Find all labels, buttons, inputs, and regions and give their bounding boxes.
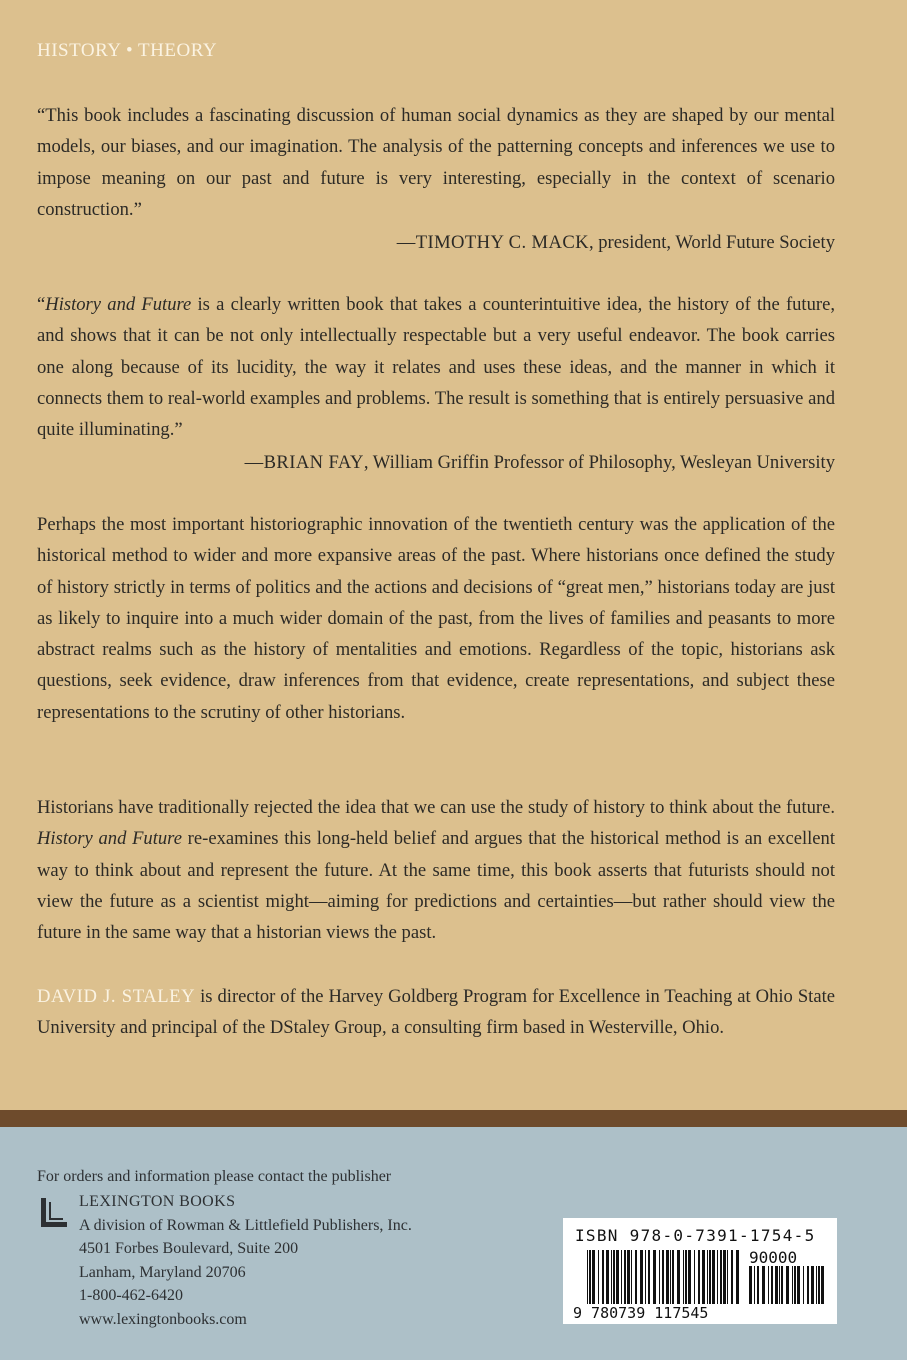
barcode-bar: [653, 1250, 656, 1304]
category-label: HISTORY • THEORY: [37, 40, 218, 61]
description-paragraph-1: Perhaps the most important historiographic innovation of the twentieth century was the application of the historical method to wider and more expansive areas of the past. Where historians once defined the study of history strictly in terms of politics and the actions and decisions of “great men,” historians today are just as likely to inquire into a much wider domain of the past, from the lives of families and peasants to more abstract realms such as the history of mentalities and emotions. Regardless of the topic, historians ask questions, seek evidence, draw inferences from that evidence, create representations, and subject these representations to the scrutiny of other historians.: [37, 514, 835, 723]
barcode-bar: [631, 1250, 632, 1304]
quote-1-role: , president, World Future Society: [588, 232, 835, 253]
barcode-bar: [794, 1266, 796, 1304]
barcode-bar: [677, 1250, 680, 1304]
barcode-bar: [672, 1250, 674, 1304]
divider-stripe: [0, 1110, 907, 1127]
publisher-address-block: [79, 1190, 412, 1331]
publisher-name: LEXINGTON BOOKS: [79, 1193, 236, 1210]
barcode-bar: [624, 1250, 626, 1304]
barcode-bar: [688, 1250, 691, 1304]
description-p2-end: re-examines this long-held belief and argues that the historical method is an excellent way to think about and represent the future. At the same time, this book asserts that futurists should not view the future as a scientist might—aiming for predictions and certainties—but rather should view the future in the same way that a historian views the past.: [37, 828, 835, 944]
barcode-bar: [754, 1266, 755, 1304]
isbn-label: ISBN 978-0-7391-1754-5: [575, 1226, 816, 1245]
barcode-graphic: [563, 1218, 837, 1324]
barcode-bar: [635, 1250, 637, 1304]
barcode-bar: [613, 1250, 615, 1304]
publisher-address-line-1: 4501 Forbes Boulevard, Suite 200: [79, 1240, 299, 1257]
barcode-bar: [709, 1250, 711, 1304]
barcode-bar: [731, 1250, 733, 1304]
publisher-address-line-2: Lanham, Maryland 20706: [79, 1263, 246, 1281]
barcode-bar: [818, 1266, 820, 1304]
barcode-bar: [640, 1250, 643, 1304]
barcode-bar: [768, 1266, 769, 1304]
description-p2-book-title: History and Future: [37, 828, 182, 850]
lexington-logo-icon: [37, 1196, 71, 1230]
quote-1-text: “This book includes a fascinating discussion of human social dynamics as they are shaped by our mental models, our biases, and our imagination. The analysis of the patterning concepts and inferences we use to impose meaning on our past and future is very interesting, especially in the context of scenario construction.”: [37, 105, 835, 220]
barcode-bar: [757, 1266, 759, 1304]
barcode-bar: [720, 1250, 722, 1304]
barcode-bar: [775, 1266, 778, 1304]
barcode-bar: [698, 1250, 700, 1304]
barcode-bar: [792, 1266, 793, 1304]
barcode-bar: [736, 1250, 739, 1304]
author-bio: [37, 981, 835, 1044]
barcode-bar: [602, 1250, 604, 1304]
quote-2-role: , William Griffin Professor of Philosophy, Wesleyan University: [363, 452, 835, 473]
barcode-bar: [670, 1250, 671, 1304]
description-paragraph-2: [37, 792, 835, 948]
quote-2-text: [37, 289, 835, 445]
description-p2-start: Historians have traditionally rejected the idea that we can use the study of history to think about the future.: [37, 797, 835, 818]
barcode-bar: [707, 1250, 708, 1304]
barcode-bar: [621, 1250, 622, 1304]
barcode-bar: [712, 1250, 715, 1304]
barcode-bar: [803, 1266, 804, 1304]
barcode-bar: [592, 1250, 595, 1304]
isbn-barcode: [563, 1218, 837, 1324]
quote-2-attribution: [245, 447, 835, 478]
barcode-bar: [797, 1266, 800, 1304]
barcode-bar: [685, 1250, 687, 1304]
quote-2-book-title: History and Future: [45, 294, 192, 315]
barcode-bar: [749, 1266, 752, 1304]
barcode-bar: [786, 1266, 789, 1304]
author-name: DAVID J. STALEY: [37, 986, 196, 1007]
barcode-bar: [781, 1266, 783, 1304]
barcode-bar: [616, 1250, 619, 1304]
barcode-bar: [627, 1250, 630, 1304]
barcode-bar: [645, 1250, 646, 1304]
quote-2-author: —BRIAN FAY: [244, 452, 364, 473]
publisher-contact-line: For orders and information please contact the publisher: [37, 1168, 392, 1185]
barcode-bar: [666, 1250, 669, 1304]
quote-1-author: —TIMOTHY C. MACK: [396, 232, 589, 253]
barcode-bar: [659, 1250, 660, 1304]
barcode-bar: [727, 1250, 728, 1304]
ean-bars: [587, 1250, 739, 1304]
barcode-bar: [587, 1250, 588, 1304]
price-code-bars: [749, 1266, 824, 1304]
barcode-bar: [694, 1250, 695, 1304]
publisher-website: www.lexingtonbooks.com: [79, 1310, 247, 1328]
barcode-bar: [662, 1250, 664, 1304]
barcode-bar: [598, 1250, 599, 1304]
publisher-division: A division of Rowman & Littlefield Publishers, Inc.: [79, 1216, 412, 1234]
barcode-bar: [648, 1250, 650, 1304]
barcode-bar: [771, 1266, 773, 1304]
price-code-text: 90000: [749, 1248, 798, 1267]
barcode-bar: [611, 1250, 612, 1304]
barcode-bar: [702, 1250, 705, 1304]
quote-2-open-mark: “: [37, 294, 46, 315]
quote-1-attribution: [397, 227, 835, 258]
ean-digits-text: 9 780739 117545: [573, 1304, 709, 1322]
barcode-bar: [816, 1266, 817, 1304]
barcode-bar: [589, 1250, 591, 1304]
barcode-bar: [606, 1250, 609, 1304]
publisher-phone: 1-800-462-6420: [79, 1287, 183, 1304]
barcode-bar: [821, 1266, 824, 1304]
barcode-bar: [811, 1266, 814, 1304]
barcode-bar: [717, 1250, 718, 1304]
author-bio-text: is director of the Harvey Goldberg Program for Excellence in Teaching at Ohio State University and principal of the DStaley Group, a consulting firm based in Westerville, Ohio.: [37, 986, 835, 1039]
barcode-bar: [779, 1266, 780, 1304]
barcode-bar: [723, 1250, 726, 1304]
barcode-bar: [807, 1266, 809, 1304]
quote-2-body: is a clearly written book that takes a counterintuitive idea, the history of the future, and shows that it can be not only intellectually respectable but a very useful endeavor. The book carries one along because of its lucidity, the way it relates and uses these ideas, and the manner in which it connects them to real-world examples and problems. The result is something that is entirely persuasive and quite illuminating.”: [37, 294, 835, 441]
barcode-bar: [683, 1250, 684, 1304]
barcode-bar: [762, 1266, 765, 1304]
